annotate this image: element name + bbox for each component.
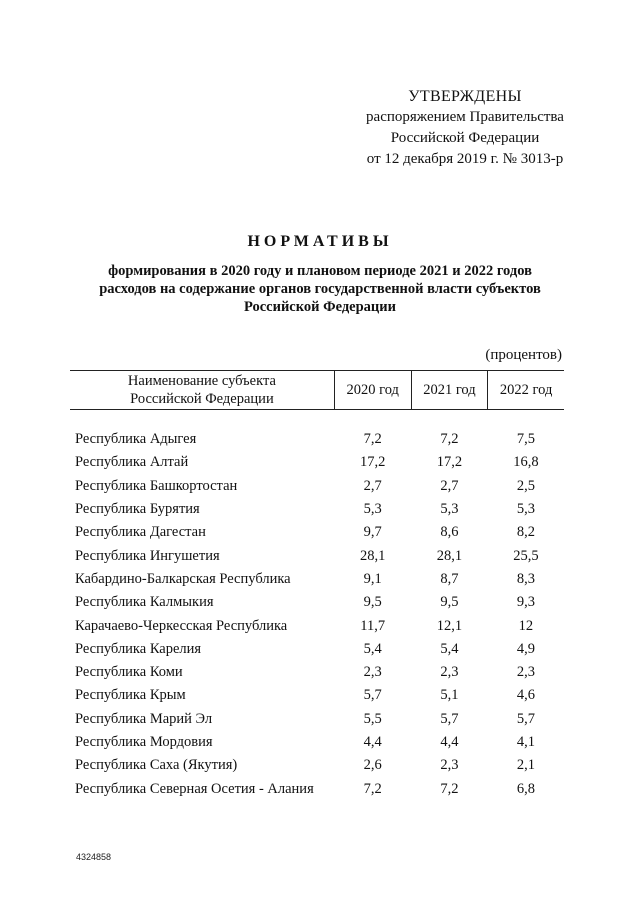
header-2022: 2022 год: [488, 371, 564, 410]
table-spacer-row: [70, 410, 564, 429]
value-2020-cell: 2,6: [363, 757, 382, 774]
table-row: [70, 731, 564, 754]
region-name-cell: Республика Бурятия: [75, 501, 200, 518]
table-row: [70, 661, 564, 684]
value-2021-cell: 5,3: [440, 501, 459, 518]
value-2022-cell: 5,7: [516, 710, 535, 727]
header-region-name: [70, 371, 334, 410]
header-name-line-1: Наименование субъекта: [127, 373, 276, 389]
region-name-cell: Карачаево-Черкесская Республика: [75, 617, 288, 634]
units-label: (процентов): [485, 347, 562, 363]
region-name-cell: Республика Северная Осетия - Алания: [75, 780, 314, 797]
value-2020-cell: 11,7: [360, 617, 386, 634]
document-title: НОРМАТИВЫ: [247, 233, 393, 250]
value-2020-cell: 7,2: [363, 431, 382, 448]
region-name-cell: Республика Алтай: [75, 454, 189, 471]
region-name-cell: Республика Дагестан: [75, 524, 206, 541]
value-2021-cell: 2,7: [440, 477, 459, 494]
subtitle-line-3: Российской Федерации: [243, 299, 396, 315]
value-2020-cell: 28,1: [360, 547, 386, 564]
value-2022-cell: 8,2: [516, 524, 535, 541]
region-name-cell: Республика Марий Эл: [75, 710, 213, 727]
table-row: [70, 544, 564, 567]
value-2020-cell: 9,7: [363, 524, 382, 541]
table-row: [70, 521, 564, 544]
region-name-cell: Республика Мордовия: [75, 734, 213, 750]
region-name-cell: Республика Башкортостан: [75, 477, 238, 494]
value-2021-cell: 4,4: [440, 734, 459, 750]
region-name-cell: Республика Ингушетия: [75, 547, 220, 564]
approval-line-1: распоряжением Правительства: [366, 109, 564, 125]
subtitle-line-1: формирования в 2020 году и плановом периоде 2021 и 2022 годов: [108, 263, 532, 279]
table-row: [70, 475, 564, 498]
value-2022-cell: 4,1: [516, 734, 535, 750]
value-2021-cell: 5,7: [440, 710, 459, 727]
value-2022-cell: 7,5: [516, 431, 535, 448]
header-2020: 2020 год: [334, 371, 411, 410]
value-2022-cell: 2,5: [516, 477, 535, 494]
norms-table: [70, 370, 564, 801]
value-2020-cell: 5,3: [363, 501, 382, 518]
value-2021-cell: 2,3: [440, 664, 459, 681]
header-name-line-2: Российской Федерации: [130, 391, 274, 407]
region-name-cell: Республика Саха (Якутия): [75, 757, 238, 774]
table-row: [70, 498, 564, 521]
value-2021-cell: 7,2: [440, 780, 459, 797]
region-name-cell: Республика Крым: [75, 687, 186, 704]
value-2020-cell: 9,1: [363, 570, 382, 587]
value-2020-cell: 17,2: [360, 454, 386, 471]
value-2022-cell: 2,1: [516, 757, 535, 774]
value-2021-cell: 17,2: [436, 454, 463, 471]
table-row: [70, 568, 564, 591]
table-header-row: [70, 371, 564, 410]
value-2021-cell: 5,4: [440, 640, 459, 657]
region-name-cell: Республика Калмыкия: [75, 594, 214, 611]
table-row: [70, 638, 564, 661]
value-2020-cell: 2,7: [363, 477, 382, 494]
value-2022-cell: 25,5: [513, 547, 539, 564]
header-2021: 2021 год: [411, 371, 488, 410]
document-subtitle: [40, 262, 600, 316]
table-row: [70, 708, 564, 731]
value-2022-cell: 6,8: [516, 780, 535, 797]
value-2022-cell: 9,3: [516, 594, 535, 611]
region-name-cell: Республика Коми: [75, 664, 183, 681]
table-row: [70, 614, 564, 637]
value-2020-cell: 5,7: [363, 687, 382, 704]
table-row: [70, 451, 564, 474]
region-name-cell: Республика Карелия: [75, 640, 202, 657]
value-2020-cell: 5,4: [363, 640, 382, 657]
value-2021-cell: 28,1: [436, 547, 463, 564]
value-2020-cell: 5,5: [363, 710, 382, 727]
table-body: [70, 410, 564, 801]
approval-block: [330, 86, 600, 170]
table-row: [70, 684, 564, 707]
value-2022-cell: 12: [518, 617, 534, 634]
region-name-cell: Кабардино-Балкарская Республика: [75, 570, 291, 587]
value-2022-cell: 5,3: [516, 501, 535, 518]
table-row: [70, 428, 564, 451]
value-2021-cell: 8,6: [440, 524, 459, 541]
approval-line-2: Российской Федерации: [390, 130, 540, 146]
approval-line-3: от 12 декабря 2019 г. № 3013-р: [366, 151, 564, 167]
value-2021-cell: 7,2: [440, 431, 459, 448]
value-2020-cell: 4,4: [363, 734, 382, 750]
value-2020-cell: 2,3: [363, 664, 382, 681]
value-2020-cell: 7,2: [363, 780, 382, 797]
value-2022-cell: 2,3: [516, 664, 535, 681]
subtitle-line-2: расходов на содержание органов государственной власти субъектов: [99, 281, 541, 297]
table-row: [70, 777, 564, 800]
value-2022-cell: 4,6: [516, 687, 535, 704]
value-2021-cell: 5,1: [440, 687, 459, 704]
value-2022-cell: 16,8: [513, 454, 539, 471]
document-number: 4324858: [76, 852, 112, 862]
region-name-cell: Республика Адыгея: [75, 431, 197, 448]
value-2021-cell: 12,1: [436, 617, 463, 634]
value-2020-cell: 9,5: [363, 594, 382, 611]
approval-heading: УТВЕРЖДЕНЫ: [408, 88, 522, 105]
table-row: [70, 591, 564, 614]
table-row: [70, 754, 564, 777]
value-2022-cell: 4,9: [516, 640, 535, 657]
value-2021-cell: 9,5: [440, 594, 459, 611]
value-2021-cell: 8,7: [440, 570, 459, 587]
value-2021-cell: 2,3: [440, 757, 459, 774]
value-2022-cell: 8,3: [516, 570, 535, 587]
